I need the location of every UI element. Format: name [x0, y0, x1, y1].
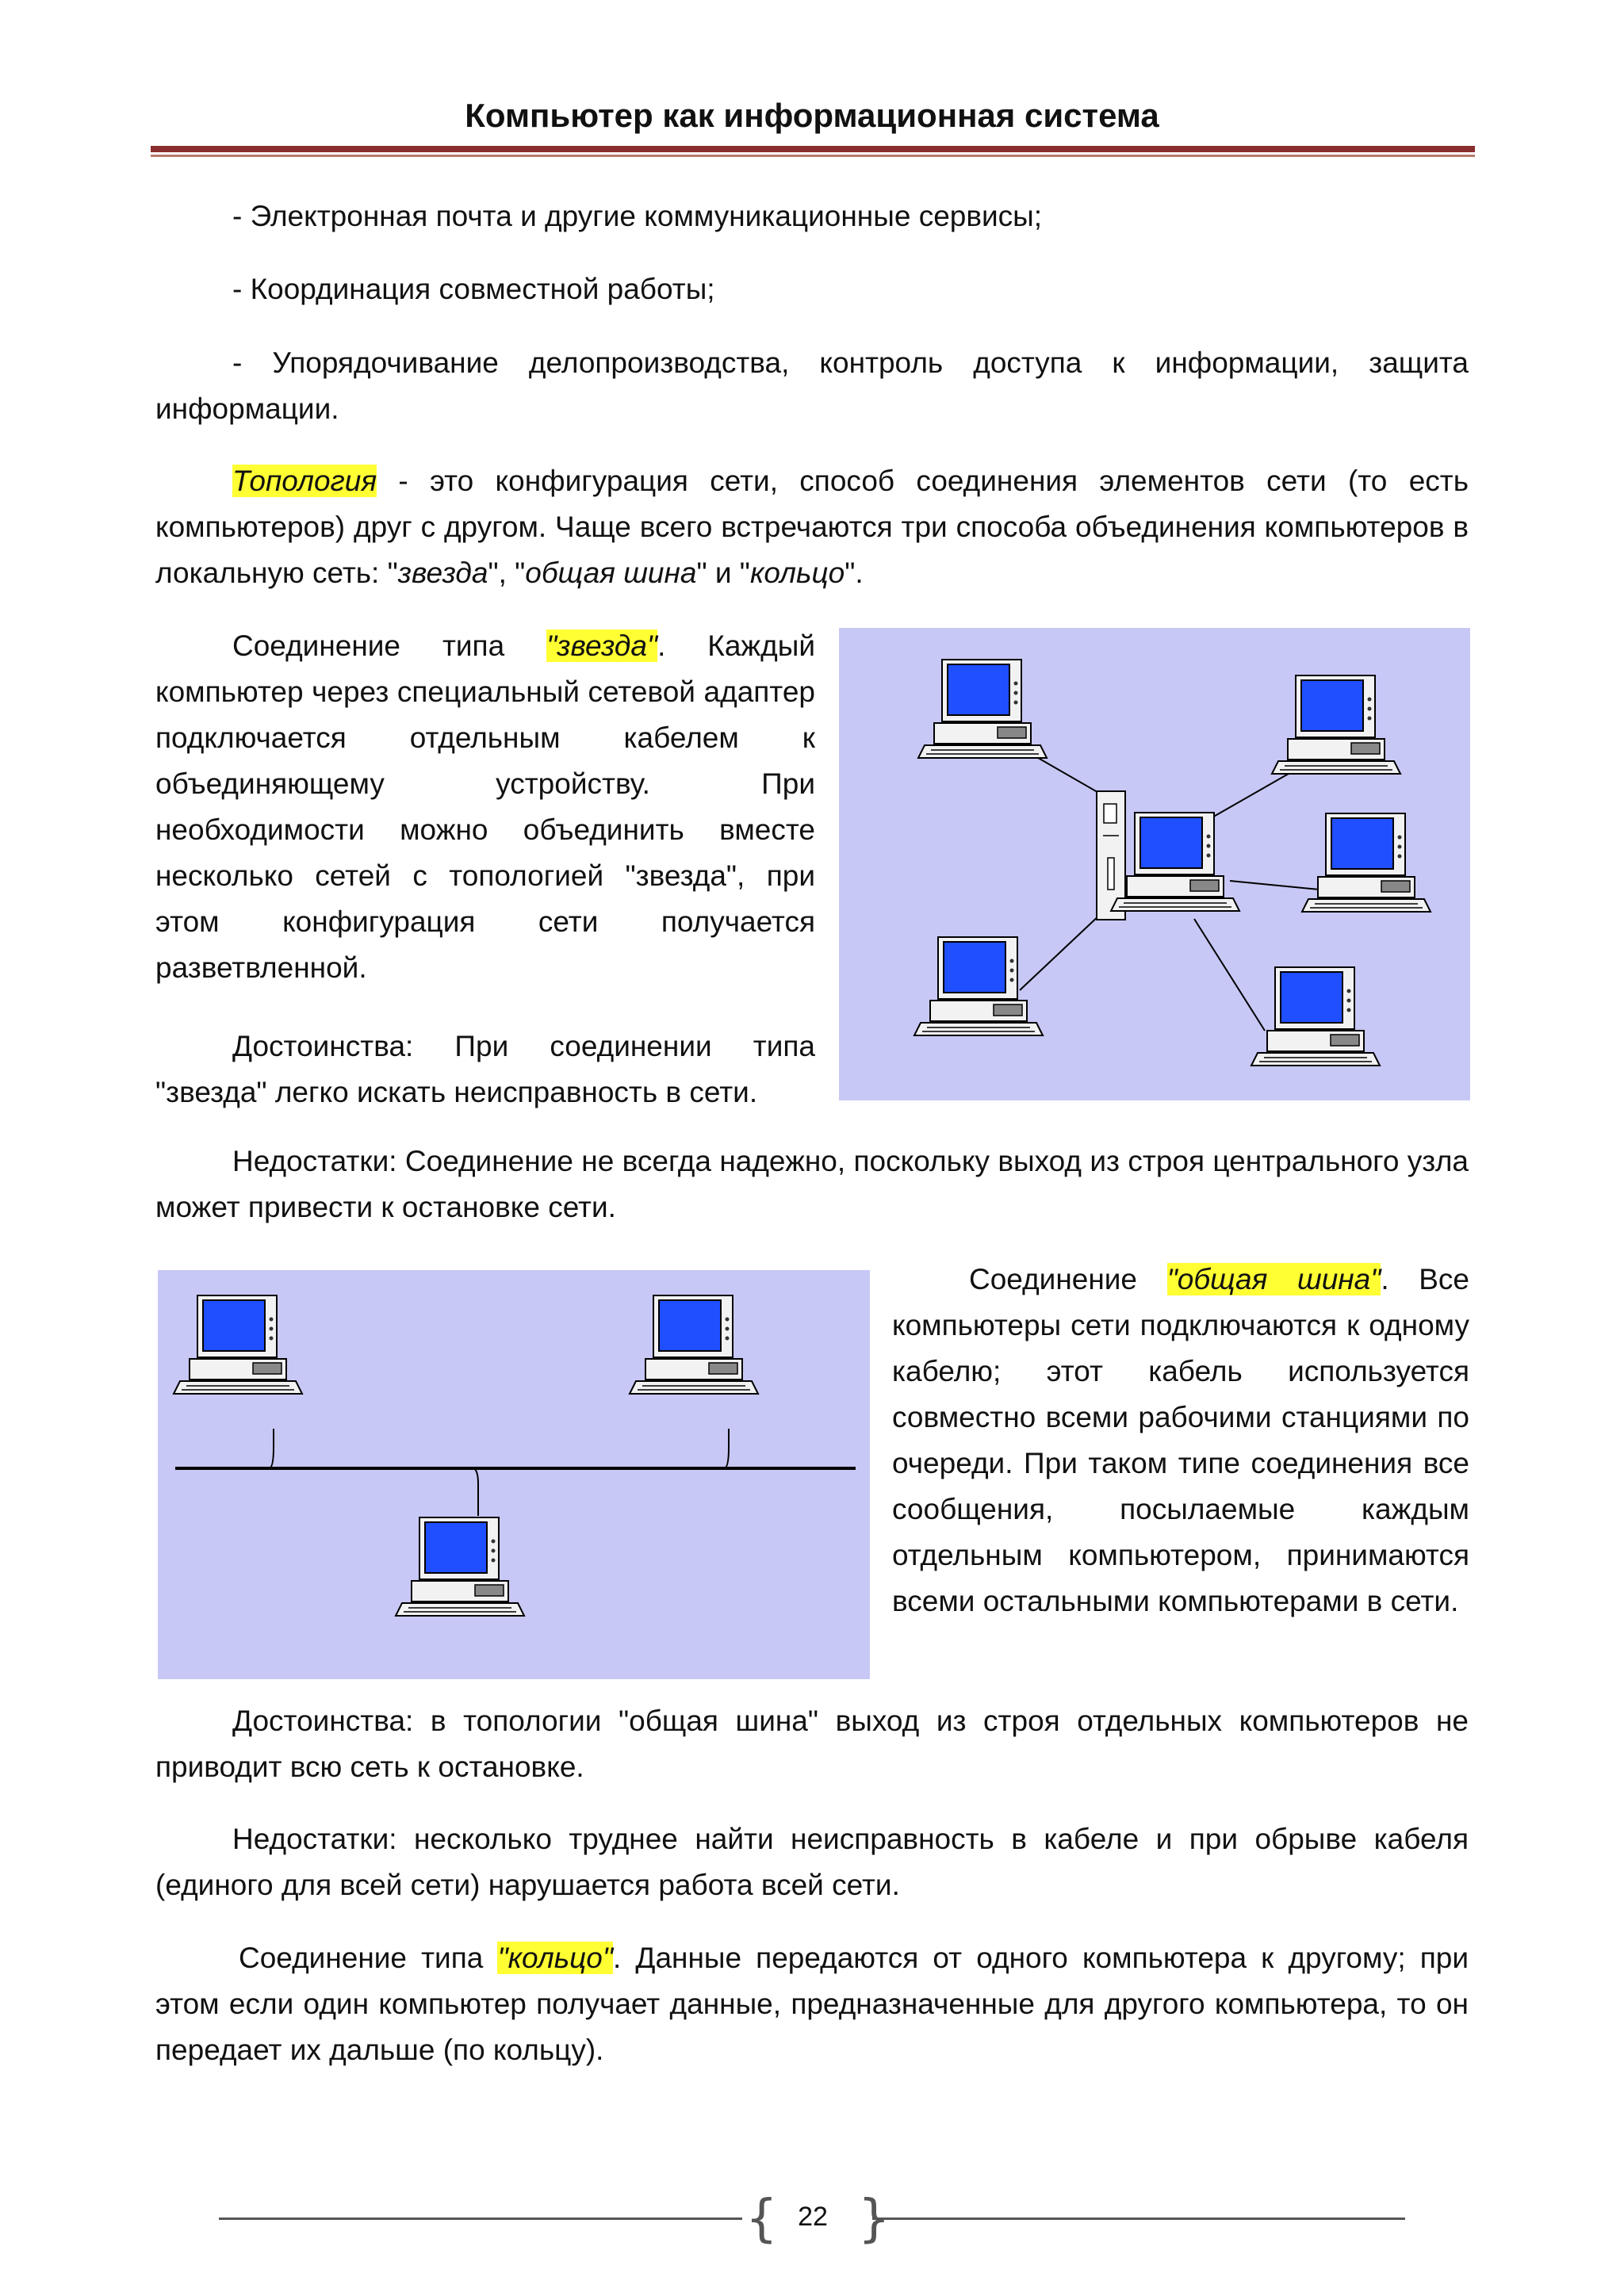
bus-topology-figure	[158, 1270, 870, 1679]
bullet-item: - Координация совместной работы;	[232, 273, 715, 305]
bus-paragraph: Соединение "общая шина". Все компьютеры сети подключаются к одному кабелю; этот кабель используется совместно всеми рабочими станциями по очереди. При таком типе соединения все сообщения, посылаемые каждым отдельным компьютером, принимаются всеми остальными компьютерами в сети.	[892, 1263, 1469, 1617]
header-rule-thin	[151, 155, 1475, 157]
page-number: 22	[798, 2202, 828, 2232]
star-topology-figure	[839, 628, 1470, 1100]
bus-term: "общая шина"	[1166, 1263, 1381, 1295]
computer	[174, 1295, 302, 1394]
footer-rule-left	[219, 2218, 742, 2220]
bullet-item: - Упорядочивание делопроизводства, контроль доступа к информации, защита информации.	[155, 346, 1469, 425]
footer-rule-right	[872, 2218, 1405, 2220]
bus-diagram	[158, 1270, 870, 1679]
footer-bracket-right: }	[858, 2190, 891, 2248]
topology-paragraph: Топология - это конфигурация сети, способ соединения элементов сети (то есть компьютеров) друг с другом. Чаще всего встречаются три способа объединения компьютеров в локальную сеть: "звезда", "общая шина" и "кольцо".	[155, 465, 1469, 589]
star-term: "звезда"	[546, 629, 658, 662]
computer	[1302, 813, 1431, 912]
header-rule	[151, 146, 1475, 152]
page-header-title: Компьютер как информационная система	[465, 97, 1159, 134]
computer	[1272, 675, 1400, 774]
bullet-item: - Электронная почта и другие коммуникационные сервисы;	[232, 200, 1043, 232]
computer	[396, 1517, 524, 1616]
computer	[630, 1295, 758, 1394]
bus-cons: Недостатки: несколько труднее найти неисправность в кабеле и при обрыве кабеля (единого для всей сети) нарушается работа всей сети.	[155, 1823, 1469, 1901]
star-diagram	[839, 628, 1470, 1100]
star-cons: Недостатки: Соединение не всегда надежно, поскольку выход из строя центрального узла может привести к остановке сети.	[155, 1145, 1469, 1223]
star-paragraph: Соединение типа "звезда". Каждый компьютер через специальный сетевой адаптер подключается отдельным кабелем к объединяющему устройству. При необходимости можно объединить вместе несколько сетей с топологией "звезда", при этом конфигурация сети получается разветвленной.	[155, 629, 816, 984]
central-computer	[1111, 813, 1239, 911]
footer-bracket-left: {	[745, 2190, 778, 2248]
bus-pros: Достоинства: в топологии "общая шина" выход из строя отдельных компьютеров не приводит всю сеть к остановке.	[155, 1705, 1469, 1783]
ring-paragraph: Соединение типа "кольцо". Данные передаются от одного компьютера к другому; при этом если один компьютер получает данные, предназначенные для другого компьютера, то он передает их дальше (по кольцу).	[155, 1942, 1469, 2066]
star-pros: Достоинства: При соединении типа "звезда" легко искать неисправность в сети.	[155, 1030, 815, 1108]
topology-term: Топология	[232, 465, 377, 497]
computer	[918, 660, 1047, 758]
ring-term: "кольцо"	[497, 1942, 614, 1974]
computer	[1251, 967, 1380, 1066]
